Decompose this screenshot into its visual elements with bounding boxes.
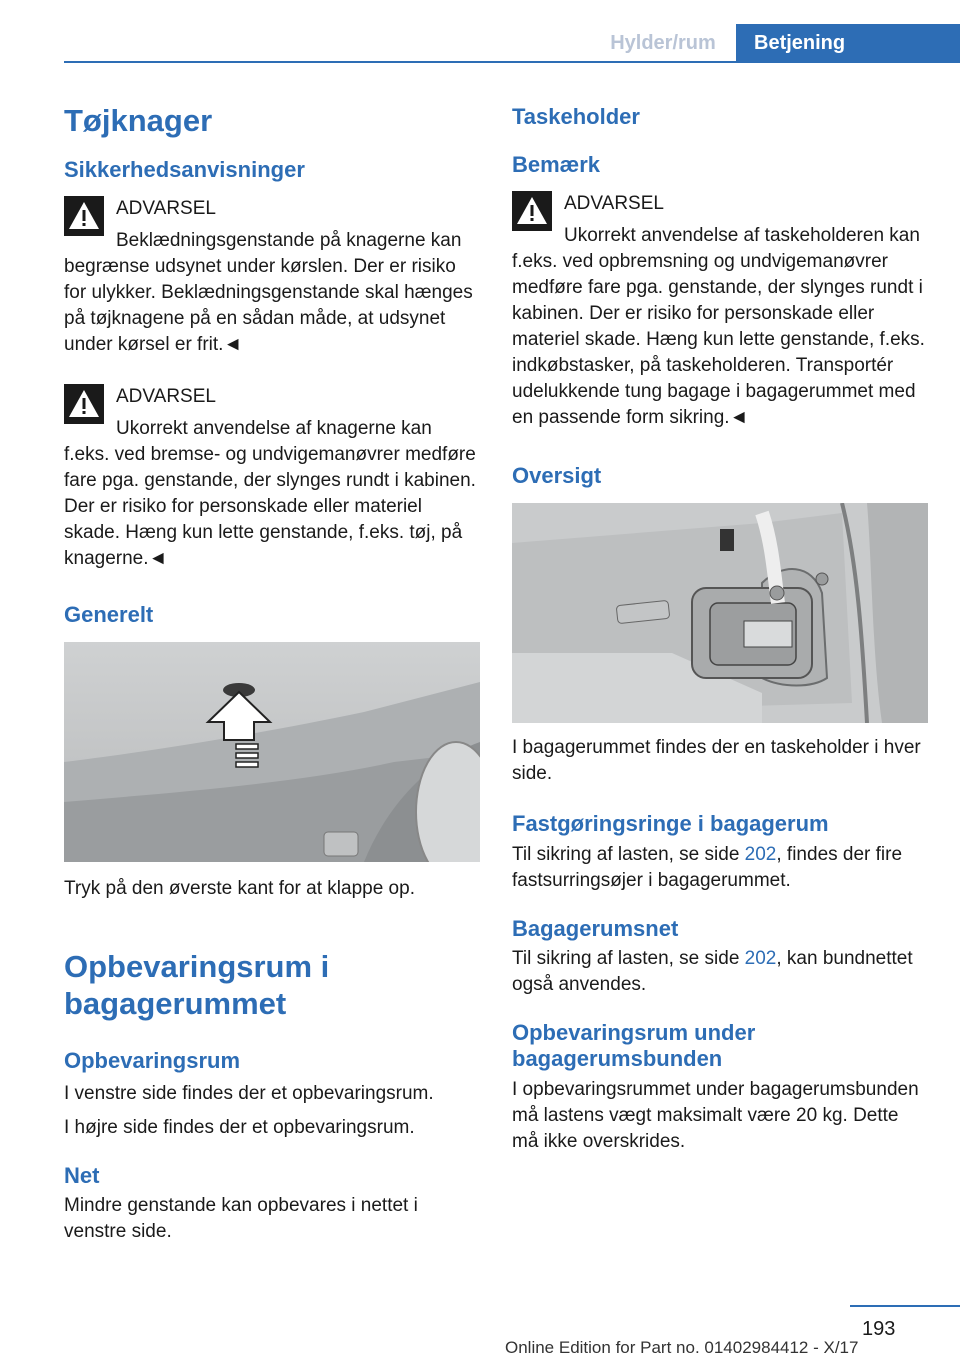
trunk-net-text-pre: Til sikring af lasten, se side	[512, 947, 745, 969]
trunk-illustration	[512, 503, 928, 723]
heading-general: Generelt	[64, 601, 154, 627]
header-chapter-tab[interactable]: Betjening	[736, 24, 960, 62]
page-header	[0, 24, 960, 62]
heading-overview: Oversigt	[512, 462, 602, 488]
caption-trunk: I bagagerummet findes der en taskeholder i hver side.	[512, 737, 921, 785]
heading-safety: Sikkerhedsanvisninger	[64, 157, 305, 183]
storage-text-left: I venstre side findes der et opbevaringsrum.	[64, 1082, 434, 1104]
rings-text-post: , findes der fire fastsurringsøjer i bagagerummet.	[512, 843, 903, 891]
warning-label-3: ADVARSEL	[564, 192, 664, 214]
warning-text-2: Ukorrekt anvendelse af knagerne kan f.eks. ved bremse- og undvigemanøvrer medføre fare pga. genstande, der slynges rundt i kabinen. Der er risiko for personskade eller materiel skade. Hæng kun lette genstande, f.eks. tøj, på knagerne.◄	[64, 417, 476, 569]
warning-block-1	[64, 194, 480, 358]
header-section-tab[interactable]: Hylder/rum	[610, 32, 716, 54]
warning-label-2: ADVARSEL	[116, 385, 216, 407]
storage-text-right: I højre side findes der et opbevaringsrum.	[64, 1116, 415, 1138]
net-text: Mindre genstande kan opbevares i nettet i venstre side.	[64, 1195, 418, 1243]
warning-text-3: Ukorrekt anvendelse af taskeholderen kan f.eks. ved opbremsning og undvigemanøvrer medføre fare pga. genstande, der slynges rundt i kabinen. Der er risiko for personskade eller materiel skade. Hæng kun lette genstande, f.eks. indkøbstasker, på taskeholderen. Transportér udelukkende tung bagage i bagagerummet med en passende form sikring.◄	[512, 224, 925, 428]
heading-trunk-net: Bagagerumsnet	[512, 915, 679, 941]
heading-bag-holder: Taskeholder	[512, 104, 640, 129]
right-column	[512, 96, 928, 1155]
trunk-net-text	[512, 946, 928, 998]
warning-triangle-icon	[64, 384, 104, 424]
trunk-net-text-post: , kan bundnettet også anvendes.	[512, 947, 913, 995]
section-title-storage: Opbevaringsrum i bagagerummet	[64, 948, 330, 1022]
warning-triangle-icon	[512, 191, 552, 231]
heading-storage: Opbevaringsrum	[64, 1048, 241, 1074]
warning-triangle-icon	[64, 196, 104, 236]
heading-note: Bemærk	[512, 152, 601, 178]
rings-page-link[interactable]: 202	[744, 843, 777, 865]
warning-block-2	[64, 382, 480, 572]
heading-rings: Fastgøringsringe i bagagerum	[512, 811, 829, 837]
heading-under-floor: Opbevaringsrum under bagagerumsbunden	[512, 1019, 756, 1072]
under-floor-text: I opbevaringsrummet under bagagerumsbunden må lastens vægt maksimalt være 20 kg. Dette må ikke overskrides.	[512, 1078, 919, 1152]
heading-net: Net	[64, 1162, 100, 1188]
header-rule	[64, 61, 960, 63]
rings-text-pre: Til sikring af lasten, se side	[512, 843, 745, 865]
coat-hook-illustration	[64, 642, 480, 862]
trunk-net-page-link[interactable]: 202	[744, 947, 777, 969]
caption-coat-hook: Tryk på den øverste kant for at klappe op.	[64, 877, 415, 899]
rings-text	[512, 842, 928, 894]
warning-text-1: Beklædningsgenstande på knagerne kan begrænse udsynet under kørslen. Der er risiko for ulykker. Beklædningsgenstande skal hænges på tøjknagene på en sådan måde, at udsynet under kørsel er frit.◄	[64, 229, 473, 355]
coat-hook-image	[64, 642, 480, 862]
trunk-image	[512, 503, 928, 723]
edition-note: Online Edition for Part no. 01402984412 - X/17	[505, 1338, 859, 1357]
left-column	[64, 96, 480, 1245]
warning-label-1: ADVARSEL	[116, 197, 216, 219]
warning-block-3	[512, 189, 928, 431]
page-number: 193	[862, 1318, 896, 1340]
footer-rule	[850, 1305, 960, 1307]
section-title-toejknager: Tøjknager	[64, 103, 213, 138]
